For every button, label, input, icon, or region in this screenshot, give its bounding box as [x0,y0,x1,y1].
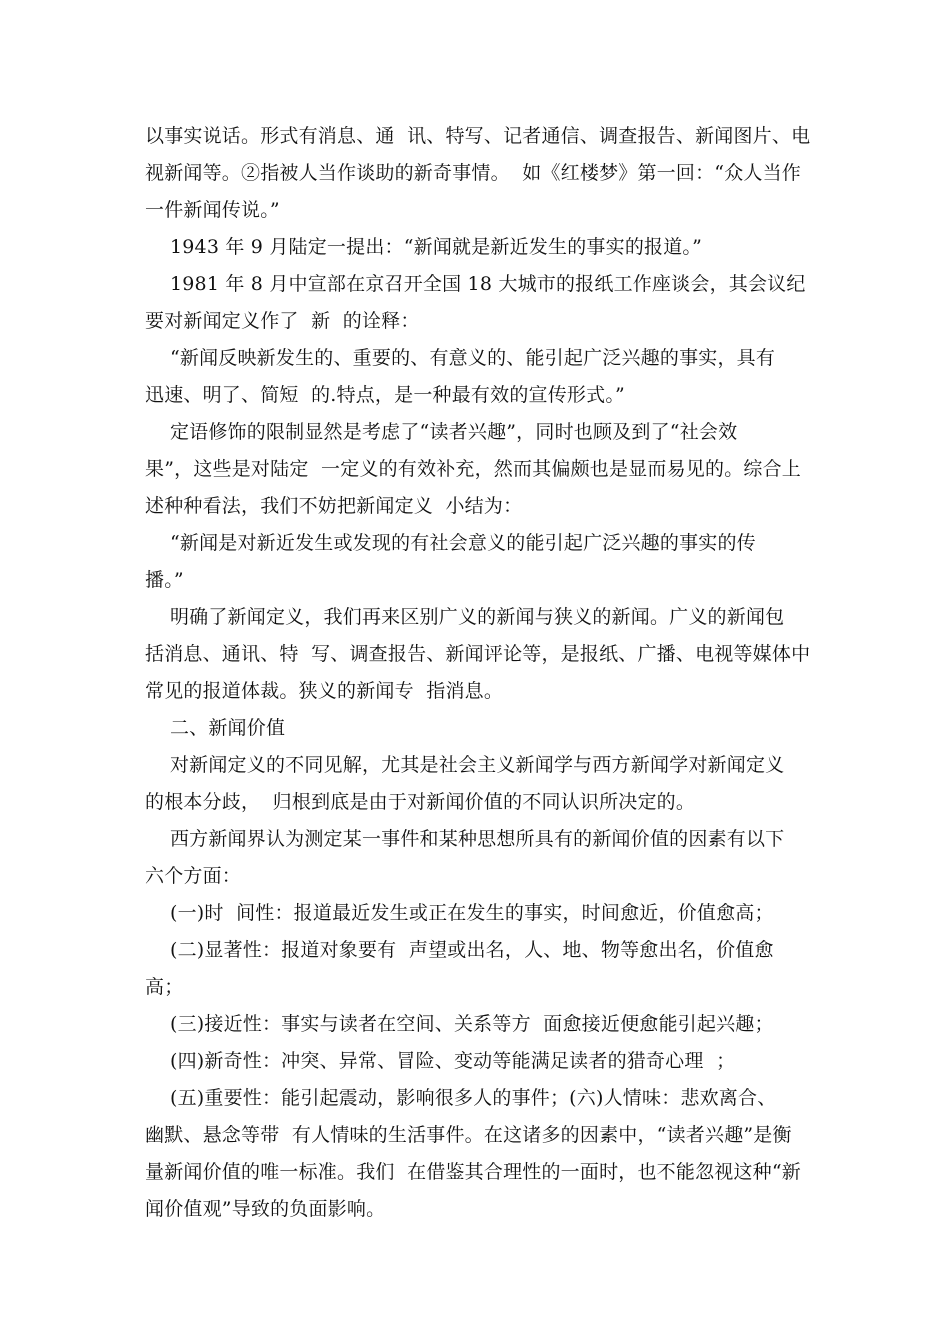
text-line: 高； [145,976,184,998]
list-item: (四)新奇性：冲突、异常、冒险、变动等能满足读者的猎奇心理 ； [145,1050,736,1072]
body-text [145,118,810,1228]
text-line: 一件新闻传说。” [145,199,280,221]
text-line: 播。” [145,569,184,591]
text-line: 果”，这些是对陆定 一定义的有效补充，然而其偏颇也是显而易见的。综合上 [145,458,801,480]
list-item: (一)时 间性：报道最近发生或正在发生的事实，时间愈近，价值愈高； [145,902,774,924]
text-line: “新闻是对新近发生或发现的有社会意义的能引起广泛兴趣的事实的传 [145,532,756,554]
text-line: 1943 年 9 月陆定一提出：“新闻就是新近发生的事实的报道。” [145,236,703,258]
text-line: 闻价值观”导致的负面影响。 [145,1198,386,1220]
text-line: 1981 年 8 月中宣部在京召开全国 18 大城市的报纸工作座谈会，其会议纪 [145,273,806,295]
text-line: 幽默、悬念等带 有人情味的生活事件。在这诸多的因素中，“读者兴趣”是衡 [145,1124,792,1146]
text-line: 括消息、通讯、特 写、调查报告、新闻评论等，是报纸、广播、电视等媒体中 [145,643,811,665]
text-line: 常见的报道体裁。狭义的新闻专 指消息。 [145,680,504,702]
list-item: (三)接近性：事实与读者在空间、关系等方 面愈接近便愈能引起兴趣； [145,1013,774,1035]
text-line: 六个方面： [145,865,242,887]
text-line: 对新闻定义的不同见解，尤其是社会主义新闻学与西方新闻学对新闻定义 [145,754,785,776]
text-line: 西方新闻界认为测定某一事件和某种思想所具有的新闻价值的因素有以下 [145,828,785,850]
text-line: “新闻反映新发生的、重要的、有意义的、能引起广泛兴趣的事实，具有 [145,347,776,369]
text-line: 以事实说话。形式有消息、通 讯、特写、记者通信、调查报告、新闻图片、电 [145,125,811,147]
text-line: 量新闻价值的唯一标准。我们 在借鉴其合理性的一面时，也不能忽视这种“新 [145,1161,801,1183]
text-line: 要对新闻定义作了 新 的诠释： [145,310,420,332]
text-line: 述种种看法，我们不妨把新闻定义 小结为： [145,495,523,517]
text-line: 的根本分歧， 归根到底是由于对新闻价值的不同认识所决定的。 [145,791,696,813]
section-heading: 二、新闻价值 [145,717,286,739]
text-line: 定语修饰的限制显然是考虑了“读者兴趣”，同时也顾及到了“社会效 [145,421,738,443]
list-item: (二)显著性：报道对象要有 声望或出名，人、地、物等愈出名，价值愈 [145,939,774,961]
text-line: 明确了新闻定义，我们再来区别广义的新闻与狭义的新闻。广义的新闻包 [145,606,785,628]
list-item: (五)重要性：能引起震动，影响很多人的事件；(六)人情味：悲欢离合、 [145,1087,777,1109]
text-line: 视新闻等。②指被人当作谈助的新奇事情。 如《红楼梦》第一回：“众人当作 [145,162,801,184]
text-line: 迅速、明了、简短 的.特点，是一种最有效的宣传形式。” [145,384,625,406]
